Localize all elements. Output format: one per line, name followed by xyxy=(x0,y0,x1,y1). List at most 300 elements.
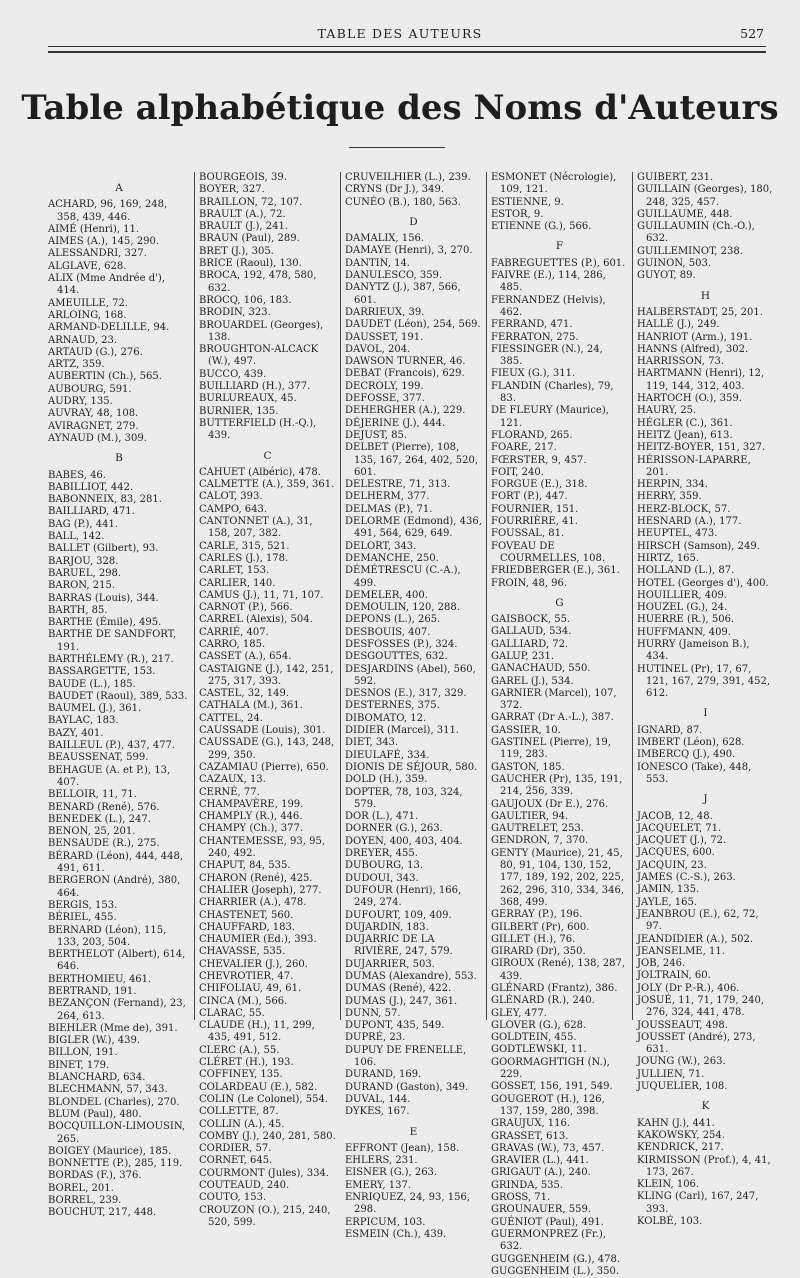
author-entry: BASSARGETTE, 153. xyxy=(48,666,156,678)
author-entry: DANULESCO, 359. xyxy=(345,270,443,282)
author-entry: CARLES (J.), 178. xyxy=(199,552,289,564)
author-entry: DREYER, 455. xyxy=(345,848,418,860)
section-letter: C xyxy=(263,449,272,462)
author-entry: BAUMEL (J.), 361. xyxy=(48,703,142,715)
author-entry: HOTEL (Georges d'), 400. xyxy=(637,577,769,589)
author-entry: GOLDTEIN, 455. xyxy=(491,1032,577,1044)
author-entry: EHLERS, 231. xyxy=(345,1155,418,1167)
author-entry: BUTTERFIELD (H.-Q.), 439. xyxy=(199,417,317,442)
author-entry: DYKES, 167. xyxy=(345,1106,410,1118)
author-entry: BALLET (Gilbert), 93. xyxy=(48,543,159,555)
author-entry: GILBERT (Pr), 600. xyxy=(491,921,590,933)
author-entry: GUILLAIN (Georges), 180, 248, 325, 457. xyxy=(637,184,773,208)
author-entry: CASTAIGNE (J.), 142, 251, 275, 317, 393. xyxy=(199,663,334,687)
author-entry: FIESSINGER (N.), 24, 385. xyxy=(491,343,603,368)
author-entry: DUJARRIC DE LA RIVIÈRE, 247, 579. xyxy=(345,934,453,958)
section-letter: B xyxy=(115,452,123,465)
author-entry: GALLIARD, 72. xyxy=(491,638,569,650)
author-entry: BABONNEIX, 83, 281. xyxy=(48,494,162,506)
author-entry: GALUP, 231. xyxy=(491,650,555,662)
author-entry: DANYTZ (J.), 387, 566, 601. xyxy=(345,282,461,306)
author-entry: HUTINEL (Pr), 17, 67, 121, 167, 279, 391, 452, 612. xyxy=(637,663,771,700)
author-entry: DUNN, 57. xyxy=(345,1007,401,1019)
author-entry: DAUDET (Léon), 254, 569. xyxy=(345,319,481,331)
author-entry: HERPIN, 334. xyxy=(637,479,708,491)
author-entry: CAMPO, 643. xyxy=(199,503,268,515)
author-entry: KOLBÉ, 103. xyxy=(637,1216,703,1228)
author-entry: GAUJOUX (Dr E.), 276. xyxy=(491,798,609,810)
author-entry: BIEHLER (Mme de), 391. xyxy=(48,1022,178,1034)
author-entry: FERNANDEZ (Helvis), 462. xyxy=(491,294,606,318)
author-entry: BAUDE (L.), 185. xyxy=(48,678,136,690)
author-entry: ARMAND-DELILLE, 94. xyxy=(48,322,170,334)
author-entry: CHANTEMESSE, 93, 95, 240, 492. xyxy=(199,835,326,860)
author-entry: GRAUJUX, 116. xyxy=(491,1118,571,1130)
author-entry: BOURGEOIS, 39. xyxy=(199,172,287,183)
header-rule xyxy=(48,46,766,47)
author-entry: DELBET (Pierre), 108, 135, 167, 264, 402, 520, 601. xyxy=(345,442,479,478)
author-entry: BERNARD (Léon), 115, 133, 203, 504. xyxy=(48,924,167,948)
author-entry: DUFOUR (Henri), 166, 249, 274. xyxy=(345,884,462,909)
author-entry: BARUEL, 298. xyxy=(48,567,122,579)
author-entry: DAMAYE (Henri), 3, 270. xyxy=(345,245,473,257)
author-entry: ARNAUD, 23. xyxy=(48,334,118,346)
author-entry: JEANSELME, 11. xyxy=(637,945,725,957)
author-entry: CLAUDE (H.), 11, 299, 435, 491, 512. xyxy=(199,1020,315,1044)
author-entry: BARTHE (Émile), 495. xyxy=(48,617,162,629)
section-letter: E xyxy=(409,1125,418,1138)
author-entry: DESJARDINS (Abel), 560, 592. xyxy=(345,663,476,687)
author-entry: HERRY, 359. xyxy=(637,491,702,503)
author-entry: CHASTENET, 560. xyxy=(199,909,294,921)
author-entry: GARNIER (Marcel), 107, 372. xyxy=(491,687,617,712)
author-entry: AUVRAY, 48, 108. xyxy=(48,408,139,420)
section-letter: G xyxy=(555,596,564,609)
author-entry: JAYLE, 165. xyxy=(637,896,697,908)
author-entry: HAURY, 25. xyxy=(637,405,697,417)
author-entry: DANTIN, 14. xyxy=(345,257,410,269)
author-entry: HIRTZ, 165. xyxy=(637,552,700,564)
author-entry: DESTERNES, 375. xyxy=(345,700,440,712)
author-entry: FROIN, 48, 96. xyxy=(491,577,568,589)
author-entry: BORDAS (F.), 376. xyxy=(48,1170,142,1182)
author-entry: JOUSSET (André), 273, 631. xyxy=(637,1031,756,1056)
author-entry: BRET (J.), 305. xyxy=(199,245,274,257)
author-entry: CINCA (M.), 566. xyxy=(199,995,288,1007)
author-entry: DAVOL, 204. xyxy=(345,343,411,355)
author-entry: ALIX (Mme Andrée d'), 414. xyxy=(48,273,165,297)
author-entry: KLEIN, 106. xyxy=(637,1179,700,1191)
author-entry: BOUCHUT, 217, 448. xyxy=(48,1207,157,1219)
author-entry: ENRIQUEZ, 24, 93, 156, 298. xyxy=(345,1192,471,1216)
author-entry: ERPICUM, 103. xyxy=(345,1216,426,1228)
author-entry: HUFFMANN, 409. xyxy=(637,626,731,638)
author-entry: GUÉNIOT (Paul), 491. xyxy=(491,1216,604,1228)
author-entry: CARLE, 315, 521. xyxy=(199,540,290,552)
author-entry: GAULTIER, 94. xyxy=(491,810,569,822)
author-entry: BARTH, 85. xyxy=(48,604,108,616)
author-entry: BERTHELOT (Albert), 614, 646. xyxy=(48,949,186,973)
author-entry: COFFINEY, 135. xyxy=(199,1069,283,1081)
author-entry: BERGIS, 153. xyxy=(48,899,118,911)
author-entry: JAMES (C.-S.), 263. xyxy=(637,872,736,884)
index-column xyxy=(340,172,486,1240)
author-entry: DUBOURG, 13. xyxy=(345,860,424,872)
author-entry: ALGLAVE, 628. xyxy=(48,260,127,272)
author-entry: BURLUREAUX, 45. xyxy=(199,393,297,405)
author-entry: DIET, 343. xyxy=(345,737,399,749)
author-entry: DELHERM, 377. xyxy=(345,491,430,503)
author-entry: CALOT, 393. xyxy=(199,491,263,503)
author-entry: CORDIER, 57. xyxy=(199,1143,272,1155)
running-title: TABLE DES AUTEURS xyxy=(317,26,483,41)
author-entry: DUPONT, 435, 549. xyxy=(345,1020,445,1032)
author-entry: CAUSSADE (G.), 143, 248, 299, 350. xyxy=(199,737,335,761)
author-entry: CERNÉ, 77. xyxy=(199,786,260,798)
author-entry: FŒRSTER, 9, 457. xyxy=(491,454,587,466)
author-entry: GAREL (J.), 534. xyxy=(491,675,574,687)
author-entry: BEAUSSENAT, 599. xyxy=(48,752,149,764)
author-entry: GIRARD (Dr), 350. xyxy=(491,946,586,958)
author-entry: GUERMONPREZ (Fr.), 632. xyxy=(491,1228,606,1253)
author-entry: BOREL, 201. xyxy=(48,1182,114,1194)
section-letter: A xyxy=(115,182,123,194)
author-entry: GARRAT (Dr A.-L.), 387. xyxy=(491,712,614,724)
author-entry: DE FLEURY (Maurice), 121. xyxy=(491,405,609,429)
author-entry: BRAUN (Paul), 289. xyxy=(199,233,300,245)
author-entry: BROUGHTON-ALCACK (W.), 497. xyxy=(199,344,319,368)
author-entry: BIGLER (W.), 439. xyxy=(48,1035,141,1047)
author-entry: BAUDET (Raoul), 389, 533. xyxy=(48,690,188,702)
author-entry: DUMAS (René), 422. xyxy=(345,983,452,995)
author-entry: GOSSET, 156, 191, 549. xyxy=(491,1081,613,1093)
author-entry: CHAVASSE, 535. xyxy=(199,946,286,958)
author-entry: BRICE (Raoul), 130. xyxy=(199,258,302,270)
author-entry: HOLLAND (L.), 87. xyxy=(637,565,735,577)
author-entry: AVIRAGNET, 279. xyxy=(48,420,139,432)
author-entry: COUTEAUD, 240. xyxy=(199,1180,290,1192)
author-entry: FOURNIER, 151. xyxy=(491,503,579,515)
author-entry: HANRIOT (Arm.), 191. xyxy=(637,331,753,343)
author-entry: BABILLIOT, 442. xyxy=(48,481,134,493)
author-entry: DIDIER (Marcel), 311. xyxy=(345,725,460,737)
author-entry: DEMOULIN, 120, 288. xyxy=(345,602,460,614)
author-entry: GILLET (H.), 76. xyxy=(491,933,576,945)
author-entry: BLONDEL (Charles), 270. xyxy=(48,1096,180,1108)
author-entry: DUDOUI, 343. xyxy=(345,872,419,884)
author-entry: FABREGUETTES (P.), 601. xyxy=(491,257,626,269)
author-entry: HIRSCH (Samson), 249. xyxy=(637,540,760,552)
author-entry: CHIFOLIAU, 49, 61. xyxy=(199,983,302,995)
author-entry: CAHUET (Albéric), 478. xyxy=(199,466,321,478)
author-entry: BAZY, 401. xyxy=(48,727,104,739)
author-entry: GENDRON, 7, 370. xyxy=(491,835,589,847)
author-entry: BAG (P.), 441. xyxy=(48,518,119,530)
author-entry: DOYEN, 400, 403, 404. xyxy=(345,835,463,847)
author-entry: BAILLEUL (P.), 437, 477. xyxy=(48,740,176,752)
author-entry: BABES, 46. xyxy=(48,469,106,481)
author-entry: GLÉNARD (R.), 240. xyxy=(491,995,595,1007)
author-entry: KIRMISSON (Prof.), 4, 41, 173, 267. xyxy=(637,1154,771,1178)
author-entry: HESNARD (A.), 177. xyxy=(637,516,742,528)
author-entry: CHAMPY (Ch.), 377. xyxy=(199,823,304,835)
author-entry: ETIENNE (G.), 566. xyxy=(491,221,592,233)
author-entry: JOLTRAIN, 60. xyxy=(637,970,711,982)
author-entry: HEITZ-BOYER, 151, 327. xyxy=(637,442,766,454)
author-entry: KENDRICK, 217. xyxy=(637,1142,724,1154)
author-entry: JOSUÉ, 11, 71, 179, 240, 276, 324, 441, 478. xyxy=(637,995,765,1019)
author-index-columns xyxy=(48,172,778,1277)
author-entry: CLARAC, 55. xyxy=(199,1007,265,1019)
author-entry: GOORMAGHTIGH (N.), 229. xyxy=(491,1056,610,1081)
author-entry: GROUNAUER, 559. xyxy=(491,1204,591,1216)
author-entry: GRIGAUT (A.), 240. xyxy=(491,1167,591,1179)
author-entry: BEZANÇON (Fernand), 23, 264, 613. xyxy=(48,998,186,1022)
author-entry: JEANBROU (E.), 62, 72, 97. xyxy=(637,908,759,933)
author-entry: DARRIEUX, 39. xyxy=(345,306,425,318)
author-entry: COUTO, 153. xyxy=(199,1192,267,1204)
author-entry: BOCQUILLON-LIMOUSIN, 265. xyxy=(48,1121,186,1145)
author-entry: FORT (P.), 447. xyxy=(491,491,568,503)
section-letter: I xyxy=(703,707,708,720)
author-entry: BALL, 142. xyxy=(48,531,105,543)
author-entry: FIEUX (G.), 311. xyxy=(491,368,576,380)
author-entry: COURMONT (Jules), 334. xyxy=(199,1167,329,1179)
header-rule-thick xyxy=(48,51,766,53)
author-entry: GAUTRELET, 253. xyxy=(491,823,584,835)
author-entry: CUNÉO (B.), 180, 563. xyxy=(345,196,461,208)
author-entry: CRYNS (Dr J.), 349. xyxy=(345,184,445,196)
author-entry: DOLD (H.), 359. xyxy=(345,774,428,786)
author-entry: HEITZ (Jean), 613. xyxy=(637,429,733,441)
author-entry: GRINDA, 535. xyxy=(491,1179,564,1191)
author-entry: GUIBERT, 231. xyxy=(637,172,714,183)
running-head xyxy=(0,26,800,46)
author-entry: CATHALA (M.), 361. xyxy=(199,700,303,712)
author-entry: CAMUS (J.), 11, 71, 107. xyxy=(199,589,324,601)
author-entry: BÉRIEL, 455. xyxy=(48,912,117,924)
author-entry: HARTOCH (O.), 359. xyxy=(637,393,742,405)
author-entry: ESMEIN (Ch.), 439. xyxy=(345,1228,447,1240)
author-entry: JAMIN, 135. xyxy=(637,884,700,896)
author-entry: BARJOU, 328. xyxy=(48,555,119,567)
author-entry: DUFOURT, 109, 409. xyxy=(345,909,452,921)
author-entry: AUBOURG, 591. xyxy=(48,383,132,395)
author-entry: GLOVER (G.), 628. xyxy=(491,1019,587,1031)
author-entry: GUILLEMINOT, 238. xyxy=(637,245,743,257)
author-entry: CASSET (A.), 654. xyxy=(199,651,292,663)
author-entry: DECROLY, 199. xyxy=(345,380,424,392)
author-entry: CARNOT (P.), 566. xyxy=(199,602,293,614)
author-entry: GUGGENHEIM (L.), 350. xyxy=(491,1265,620,1277)
author-entry: DIONIS DE SÉJOUR, 580. xyxy=(345,761,478,773)
author-entry: DUMAS (Alexandre), 553. xyxy=(345,971,477,982)
author-entry: CHAMPAVÈRE, 199. xyxy=(199,798,304,810)
author-entry: BERGERON (André), 380, 464. xyxy=(48,875,181,899)
author-entry: BURNIER, 135. xyxy=(199,405,279,417)
author-entry: BROUARDEL (Georges), 138. xyxy=(199,319,324,343)
author-entry: EMERY, 137. xyxy=(345,1179,411,1191)
author-entry: JACQUIN, 23. xyxy=(637,859,707,871)
author-entry: JACQUET (J.), 72. xyxy=(637,835,727,847)
author-entry: FAIVRE (E.), 114, 286, 485. xyxy=(491,270,606,294)
author-entry: BENARD (René), 576. xyxy=(48,801,160,813)
author-entry: AYNAUD (M.), 309. xyxy=(48,432,147,444)
author-entry: IONESCO (Take), 448, 553. xyxy=(637,761,752,785)
author-entry: COLLIN (A.), 45. xyxy=(199,1118,285,1130)
author-entry: ACHARD, 96, 169, 248, 358, 439, 446. xyxy=(48,199,168,223)
author-entry: BARTHE DE SANDFORT, 191. xyxy=(48,629,176,653)
page-number: 527 xyxy=(740,26,764,41)
author-entry: CARRO, 185. xyxy=(199,638,266,650)
author-entry: FOUSSAL, 81. xyxy=(491,528,565,540)
author-entry: DESFOSSES (P.), 324. xyxy=(345,638,458,650)
author-entry: GUGGENHEIM (G.), 478. xyxy=(491,1253,621,1265)
author-entry: CHAUFFARD, 183. xyxy=(199,921,296,933)
author-entry: GENTY (Maurice), 21, 45, 80, 91, 104, 130, 152, 177, 189, 192, 202, 225, 262, 296, 310, 334, 346, 368, 499. xyxy=(491,847,625,908)
author-entry: BORREL, 239. xyxy=(48,1195,122,1207)
author-entry: CAZAUX, 13. xyxy=(199,774,266,786)
page-title: Table alphabétique des Noms d'Auteurs xyxy=(21,88,779,128)
author-entry: CANTONNET (A.), 31, 158, 207, 382. xyxy=(199,516,313,540)
author-entry: COLLETTE, 87. xyxy=(199,1106,279,1118)
author-entry: BROCQ, 106, 183. xyxy=(199,294,292,306)
author-entry: CHARRIER (A.), 478. xyxy=(199,897,307,909)
author-entry: ARTAUD (G.), 276. xyxy=(48,346,143,358)
author-entry: CORNET, 645. xyxy=(199,1155,273,1167)
author-entry: FLANDIN (Charles), 79, 83. xyxy=(491,380,614,405)
author-entry: FOURRIÈRE, 41. xyxy=(491,516,578,528)
author-entry: HALLÉ (J.), 249. xyxy=(637,319,720,331)
author-entry: DELMAS (P.), 71. xyxy=(345,503,433,515)
author-entry: BARTHÉLEMY (R.), 217. xyxy=(48,653,174,665)
author-entry: GRASSET, 613. xyxy=(491,1130,569,1142)
author-entry: IMBERT (Léon), 628. xyxy=(637,737,745,749)
title-underline xyxy=(349,147,445,148)
author-entry: DÉMÉTRESCU (C.-A.), 499. xyxy=(345,565,461,589)
author-entry: BRAULT (J.), 241. xyxy=(199,221,289,233)
author-entry: GAUCHER (Pr), 135, 191, 214, 256, 339. xyxy=(491,773,623,798)
author-entry: BLANCHARD, 634. xyxy=(48,1072,146,1084)
author-entry: GIROUX (René), 138, 287, 439. xyxy=(491,958,626,982)
author-entry: HURRY (Jameison B.), 434. xyxy=(637,638,750,663)
author-entry: GUYOT, 89. xyxy=(637,270,696,282)
author-entry: DEMELER, 400. xyxy=(345,589,428,601)
author-entry: BARRAS (Louis), 344. xyxy=(48,592,159,604)
author-entry: BAILLIARD, 471. xyxy=(48,506,135,518)
author-entry: CROUZON (O.), 215, 240, 520, 599. xyxy=(199,1204,331,1228)
author-entry: GRAVAS (W.), 73, 457. xyxy=(491,1142,605,1154)
author-entry: CHAMPLY (R.), 446. xyxy=(199,811,303,823)
author-entry: JULLIEN, 71. xyxy=(637,1068,705,1080)
author-entry: JACQUES, 600. xyxy=(637,847,715,859)
author-entry: FERRAND, 471. xyxy=(491,319,573,331)
author-entry: DEHERGHER (A.), 229. xyxy=(345,405,466,417)
author-entry: DURAND, 169. xyxy=(345,1069,422,1081)
author-entry: DESBOUIS, 407. xyxy=(345,626,431,638)
author-entry: BEHAGUE (A. et P.), 13, 407. xyxy=(48,764,171,788)
author-entry: DESNOS (E.), 317, 329. xyxy=(345,688,467,700)
author-entry: HANNS (Alfred), 302. xyxy=(637,343,749,355)
author-entry: AUDRY, 135. xyxy=(48,396,113,408)
author-entry: DELESTRE, 71, 313. xyxy=(345,479,451,491)
author-entry: DEFOSSE, 377. xyxy=(345,393,425,405)
author-entry: BERTHOMIEU, 461. xyxy=(48,973,152,985)
author-entry: FERRATON, 275. xyxy=(491,331,579,343)
author-entry: GLÉNARD (Frantz), 386. xyxy=(491,983,618,994)
author-entry: GASTON, 185. xyxy=(491,761,565,773)
author-entry: ESTIENNE, 9. xyxy=(491,196,564,208)
author-entry: HÉGLER (C.), 361. xyxy=(637,417,733,429)
author-entry: CARLET, 153. xyxy=(199,565,270,577)
author-entry: GALLAUD, 534. xyxy=(491,626,572,638)
author-entry: BLUM (Paul), 480. xyxy=(48,1108,142,1120)
author-entry: CARRIÉ, 407. xyxy=(199,626,269,638)
author-entry: BENSAUDE (R.), 275. xyxy=(48,838,160,850)
author-entry: JACOB, 12, 48. xyxy=(637,810,713,822)
author-entry: COMBY (J.), 240, 281, 580. xyxy=(199,1130,336,1142)
author-entry: CHAUMIER (Ed.), 393. xyxy=(199,934,317,946)
author-entry: AIMÉ (Henri), 11. xyxy=(48,223,140,235)
author-entry: BUCCO, 439. xyxy=(199,368,267,380)
author-entry: DURAND (Gaston), 349. xyxy=(345,1081,469,1093)
author-entry: JEANDIDIER (A.), 502. xyxy=(637,933,754,945)
author-entry: FORGUE (E.), 318. xyxy=(491,479,588,491)
author-entry: CASTEL, 32, 149. xyxy=(199,688,290,700)
author-entry: HALBERSTADT, 25, 201. xyxy=(637,306,763,318)
author-entry: CHEVROTIER, 47. xyxy=(199,971,294,982)
author-entry: BARON, 215. xyxy=(48,580,116,592)
author-entry: DELORME (Edmond), 436, 491, 564, 629, 649. xyxy=(345,516,482,540)
index-column xyxy=(486,172,632,1277)
author-entry: BLECHMANN, 57, 343. xyxy=(48,1084,168,1096)
author-entry: BOIGEY (Maurice), 185. xyxy=(48,1145,172,1157)
author-entry: DEJUST, 85. xyxy=(345,429,408,441)
author-entry: DUVAL, 144. xyxy=(345,1093,411,1105)
author-entry: DELORT, 343. xyxy=(345,540,417,552)
author-entry: GUINON, 503. xyxy=(637,258,712,270)
author-entry: GANACHAUD, 550. xyxy=(491,663,591,675)
author-entry: BILLON, 191. xyxy=(48,1047,118,1059)
author-entry: HOUILLIER, 409. xyxy=(637,589,727,601)
index-column xyxy=(194,172,340,1228)
author-entry: COLARDEAU (E.), 582. xyxy=(199,1081,318,1093)
author-entry: KAHN (J.), 441. xyxy=(637,1117,715,1129)
author-entry: CHARON (René), 425. xyxy=(199,872,313,884)
author-entry: BONNETTE (P.), 285, 119. xyxy=(48,1158,183,1170)
author-entry: DUJARRIER, 503. xyxy=(345,958,435,970)
author-entry: ALESSANDRI, 327. xyxy=(48,248,147,260)
author-entry: KAKOWSKY, 254. xyxy=(637,1129,725,1141)
author-entry: CLERC (A.), 55. xyxy=(199,1044,280,1056)
author-entry: ARTZ, 359. xyxy=(48,359,105,371)
author-entry: CARLIER, 140. xyxy=(199,577,276,589)
author-entry: DAWSON TURNER, 46. xyxy=(345,356,466,368)
author-entry: HERZ-BLOCK, 57. xyxy=(637,503,731,515)
author-entry: GERRAY (P.), 196. xyxy=(491,909,583,921)
author-entry: CHAPUT, 84, 535. xyxy=(199,860,291,872)
author-entry: BELLOIR, 11, 71. xyxy=(48,789,137,801)
author-entry: GUILLAUMIN (Ch.-O.), 632. xyxy=(637,221,755,245)
author-entry: IGNARD, 87. xyxy=(637,724,703,736)
author-entry: BINET, 179. xyxy=(48,1059,110,1071)
author-entry: DUPRÉ, 23. xyxy=(345,1032,406,1044)
author-entry: JOB, 246. xyxy=(637,958,686,970)
author-entry: DUPUY DE FRENELLE, 106. xyxy=(345,1044,467,1069)
author-entry: HOUZEL (G.), 24. xyxy=(637,602,728,614)
author-entry: AIMES (A.), 145, 290. xyxy=(48,236,160,248)
author-entry: GOUGEROT (H.), 126, 137, 159, 280, 398. xyxy=(491,1093,605,1117)
